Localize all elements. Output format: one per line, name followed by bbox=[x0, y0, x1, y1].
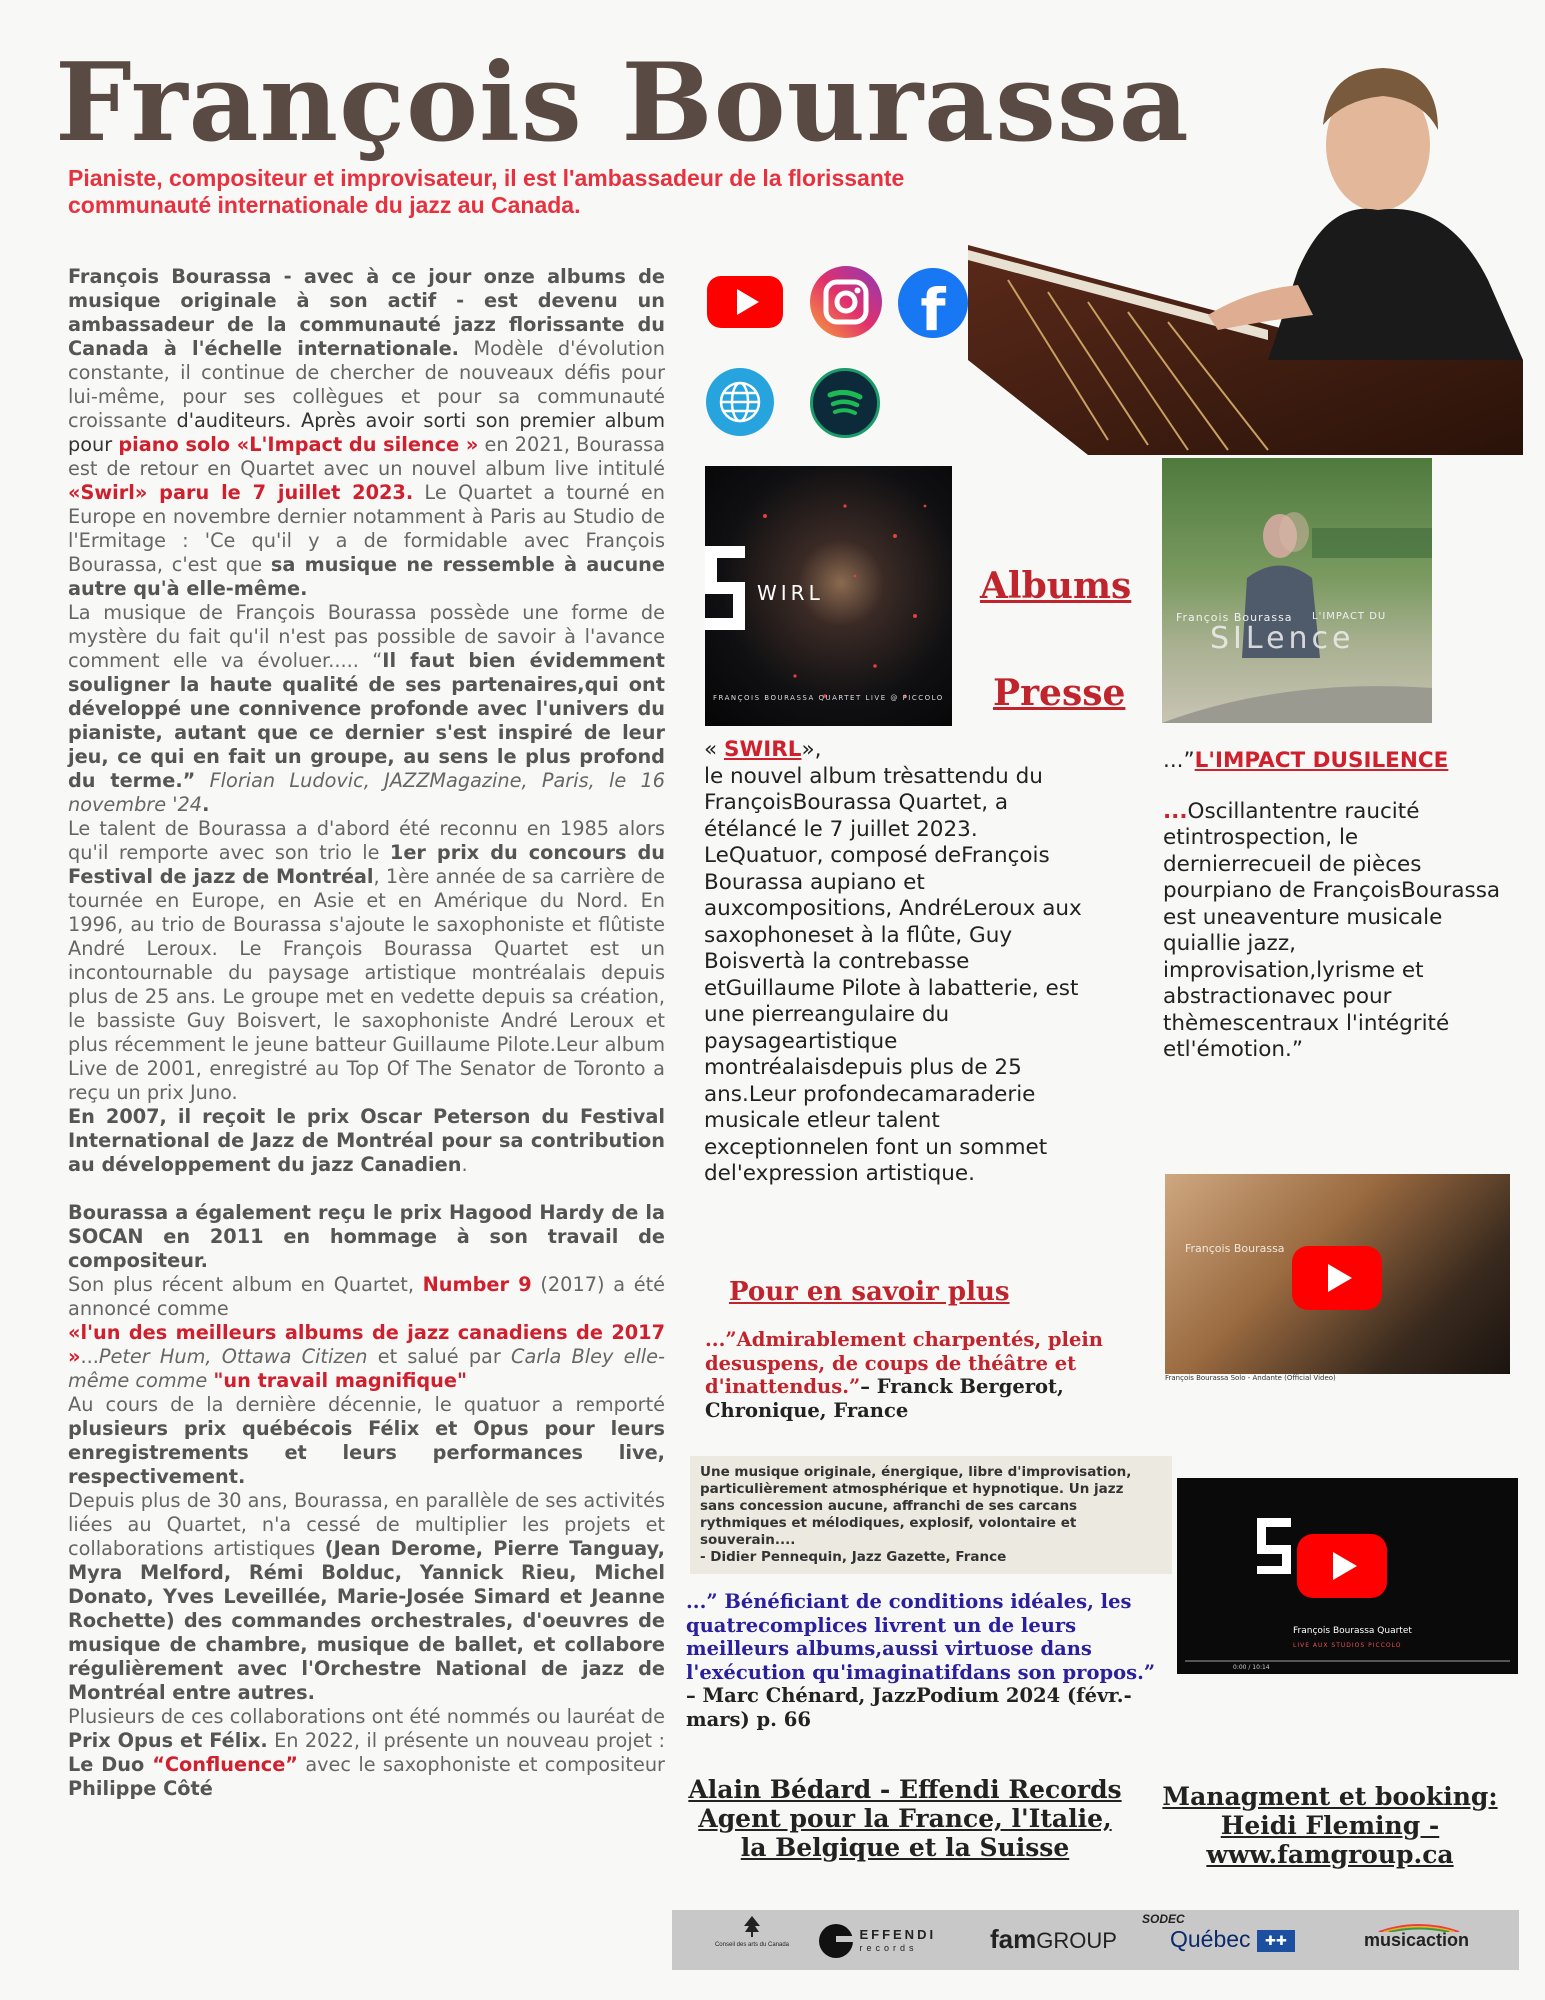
bio-text: et salué par bbox=[367, 1345, 511, 1368]
bio-bold: Prix Opus et Félix. bbox=[68, 1729, 268, 1752]
musicaction-logo bbox=[1364, 1930, 1469, 1951]
musicaction-text: musicaction bbox=[1364, 1930, 1470, 1950]
video-piccolo-label: François Bourassa Quartet bbox=[1293, 1626, 1412, 1636]
bio-text: (2017) a été annoncé comme bbox=[68, 1273, 666, 1320]
quote-chenard-text: ...” Bénéficiant de conditions idéales, les quatrecomplices livrent un de leurs meilleurs albums,aussi virtuose dans l'exécution qu'imaginatifdans son propos.” bbox=[686, 1590, 1156, 1684]
silence-album-cover[interactable] bbox=[1162, 458, 1432, 723]
silence-open: ...” bbox=[1163, 748, 1195, 773]
bio-text: ... bbox=[80, 1345, 99, 1368]
facebook-link[interactable] bbox=[898, 268, 968, 344]
swirl-link[interactable]: SWIRL bbox=[724, 737, 802, 762]
bio-text: Le Quartet a tourné en Europe en novembre dernier notamment à Paris au Studio de l'Ermitage : 'Ce qu'il y a de formidable avec François Bourassa, c'est que bbox=[68, 481, 665, 576]
effendi-text: EFFENDI bbox=[859, 1926, 937, 1942]
globe-icon bbox=[718, 380, 762, 424]
bio-paragraph bbox=[68, 601, 665, 817]
bio-italic: Carla Bley elle-même comme bbox=[68, 1345, 665, 1392]
silence-link[interactable]: L'IMPACT DUSILENCE bbox=[1194, 748, 1449, 773]
bio-text: d'auditeurs. Après avoir sorti son premier album pour bbox=[68, 409, 665, 456]
bio-paragraph bbox=[68, 1105, 665, 1177]
bio-highlight: «Swirl» paru le 7 juillet 2023. bbox=[68, 481, 414, 504]
bio-bold: (Jean Derome, Pierre Tanguay, Myra Melford, Rémi Bolduc, Yannick Rieu, Michel Donato, Yves Leveillée, Marie-Josée Simard et Jeanne Rochette) des commandes orchestrales, d'oeuvres de musique de chambre, musique de ballet, et collabore régulièrement avec l'Orchestre National de jazz de Montréal entre autres. bbox=[68, 1537, 665, 1704]
bio-text: . bbox=[202, 793, 210, 816]
video-andante-caption: François Bourassa Solo - Andante (Official Video) bbox=[1165, 1374, 1336, 1382]
fam-group-text: GROUP bbox=[1036, 1928, 1117, 1953]
silence-lead: ... bbox=[1163, 798, 1188, 824]
sponsor-logos bbox=[672, 1910, 1519, 1970]
bio-paragraph bbox=[68, 1321, 665, 1393]
silence-cover-title: L'IMPACT DU bbox=[1312, 611, 1387, 622]
silence-cover-word: SILence bbox=[1210, 621, 1355, 656]
bio-highlight: “Confluence” bbox=[152, 1753, 298, 1776]
bio-paragraph bbox=[68, 1273, 665, 1321]
swirl-body: le nouvel album trèsattendu du FrançoisBourassa Quartet, a étélancé le 7 juillet 2023. LeQuatuor, composé deFrançois Bourassa aupiano et auxcompositions, AndréLeroux aux saxophoneset à la flûte, Guy Boisvertà la contrebasse etGuillaume Pilote à labatterie, est une pierreangulaire du paysageartistique montréalaisdepuis plus de 25 ans.Leur profondecamaraderie musicale etleur talent exceptionnelen font un sommet del'expression artistique. bbox=[704, 763, 1082, 1186]
canada-council-logo bbox=[712, 1914, 792, 1949]
youtube-icon bbox=[705, 272, 785, 332]
bio-paragraph bbox=[68, 1393, 665, 1489]
fam-text: fam bbox=[990, 1924, 1037, 1954]
presse-link[interactable]: Presse bbox=[993, 672, 1126, 714]
swirl-close: », bbox=[801, 737, 822, 762]
effendi-logo bbox=[817, 1922, 936, 1960]
agent-effendi: Alain Bédard - Effendi Records Agent pour la France, l'Italie, la Belgique et la Suisse bbox=[688, 1775, 1122, 1862]
instagram-link[interactable] bbox=[810, 266, 882, 338]
bio-text: Modèle d'évolution constante, il continue de chercher de nouveaux défis pour lui-même, pour ses collègues et pour sa communauté croissante bbox=[68, 337, 665, 432]
spotify-icon bbox=[823, 381, 867, 425]
bio-bold: sa musique ne ressemble à aucune autre qu'à elle-même. bbox=[68, 553, 665, 600]
bio-bold: François Bourassa - avec à ce jour onze albums de musique originale à son actif - est devenu un ambassadeur de la communauté jazz florissante du Canada à l'échelle internationale. bbox=[68, 265, 665, 360]
bio-bold: Philippe Côté bbox=[68, 1777, 213, 1800]
pianist-photo bbox=[968, 30, 1523, 455]
swirl-cover-title: WIRL bbox=[757, 581, 824, 605]
quote-bergerot bbox=[705, 1328, 1130, 1422]
bio-highlight: Number 9 bbox=[422, 1273, 532, 1296]
bio-text: en 2021, Bourassa est de retour en Quartet avec un nouvel album live intitulé bbox=[68, 433, 666, 480]
bio-paragraph bbox=[68, 1705, 665, 1801]
bio-bold: Il faut bien évidemment souligner la haute qualité de ses partenaires,qui ont développé une connivence profonde avec l'univers du pianiste, autant que ce dernier s'est inspiré de leur jeu, ce qui en fait un groupe, au sens le plus profond du terme.” bbox=[68, 649, 665, 792]
bio-text: En 2022, il présente un nouveau projet : bbox=[267, 1729, 665, 1752]
quebec-text: Québec bbox=[1170, 1926, 1251, 1952]
bio-paragraph bbox=[68, 817, 665, 1105]
swirl-description bbox=[704, 737, 1099, 1188]
page-subtitle: Pianiste, compositeur et improvisateur, il est l'ambassadeur de la florissante communauté internationale du jazz au Canada. bbox=[68, 165, 905, 218]
bio-italic: Peter Hum, Ottawa Citizen bbox=[98, 1345, 368, 1368]
swirl-open: « bbox=[704, 737, 724, 762]
youtube-link[interactable] bbox=[705, 262, 785, 342]
quote-pennequin-text: Une musique originale, énergique, libre d'improvisation, particulièrement atmosphérique et hypnotique. Un jazz sans concession aucune, affranchi de ses carcans rythmiques et mélodiques, explosif, volontaire et souverain.... bbox=[700, 1464, 1132, 1548]
famgroup-logo bbox=[990, 1924, 1117, 1955]
bio-text: . bbox=[461, 1153, 468, 1176]
rainbow-icon bbox=[1374, 1922, 1464, 1932]
quote-bergerot-source: – Franck Bergerot, Chronique, France bbox=[705, 1375, 1064, 1422]
video-time: 0:00 / 10:14 bbox=[1233, 1664, 1270, 1671]
tree-icon bbox=[741, 1914, 763, 1938]
swirl-album-cover[interactable] bbox=[705, 466, 952, 726]
bio-bold: En 2007, il reçoit le prix Oscar Peterson du Festival International de Jazz de Montréal pour sa contribution au développement du jazz Canadien bbox=[68, 1105, 665, 1176]
sodec-text: SODEC bbox=[1142, 1912, 1185, 1926]
bio-paragraph bbox=[68, 265, 665, 601]
bio-text: , 1ère année de sa carrière de tournée en Europe, en Asie et en Amérique du Nord. En 1996, au trio de Bourassa s'ajoute le saxophoniste et flûtiste André Leroux. Le François Bourassa Quartet est un incontournable du paysage artistique montréalais depuis plus de 25 ans. Le groupe met en vedette depuis sa création, le bassiste Guy Boisvert, le saxophoniste André Leroux et plus récemment le jeune batteur Guillaume Pilote.Leur album Live de 2001, enregistré au Top Of The Senator de Toronto a reçu un prix Juno. bbox=[68, 865, 665, 1104]
bio-text: Depuis plus de 30 ans, Bourassa, en parallèle de ses activités liées au Quartet, n'a cessé de multiplier les projets et collaborations artistiques bbox=[68, 1489, 665, 1560]
silence-cover-artist: François Bourassa bbox=[1176, 611, 1293, 624]
instagram-icon bbox=[820, 276, 872, 328]
bio-paragraph bbox=[68, 1489, 665, 1705]
quote-bergerot-text: ...”Admirablement charpentés, plein desuspens, de coups de théâtre et d'inattendus.” bbox=[705, 1328, 1103, 1398]
swirl-cover-footer: FRANÇOIS BOURASSA QUARTET LIVE @ PICCOLO bbox=[713, 694, 944, 702]
effendi-mark-icon bbox=[817, 1922, 855, 1960]
albums-link[interactable]: Albums bbox=[980, 565, 1132, 607]
youtube-play-icon[interactable] bbox=[1292, 1246, 1382, 1310]
bio-italic: Florian Ludovic, JAZZMagazine, Paris, le 16 novembre '24 bbox=[68, 769, 665, 816]
facebook-icon: f bbox=[920, 276, 946, 344]
quote-pennequin-box bbox=[690, 1456, 1172, 1574]
sodec-quebec-logo bbox=[1142, 1912, 1295, 1953]
bio-bold: plusieurs prix québécois Félix et Opus pour leurs enregistrements et leurs performances live, respectivement. bbox=[68, 1417, 665, 1488]
canada-council-text: Conseil des arts du Canada bbox=[714, 1942, 790, 1948]
video-andante-label: François Bourassa bbox=[1185, 1242, 1285, 1255]
quote-pennequin-source: - Didier Pennequin, Jazz Gazette, France bbox=[700, 1549, 1007, 1565]
video-andante[interactable] bbox=[1165, 1174, 1510, 1374]
bio-paragraph bbox=[68, 1201, 665, 1273]
bio-bold: Le Duo bbox=[68, 1753, 153, 1776]
bio-highlight: «l'un des meilleurs albums de jazz canadiens de 2017 » bbox=[68, 1321, 665, 1368]
video-piccolo-sub: LIVE AUX STUDIOS PICCOLO bbox=[1293, 1642, 1402, 1649]
quebec-flag-icon: ✚✚ bbox=[1257, 1930, 1295, 1952]
quote-chenard-source: – Marc Chénard, JazzPodium 2024 (févr.-mars) p. 66 bbox=[686, 1684, 1132, 1731]
agent-famgroup: Managment et booking: Heidi Fleming - www.famgroup.ca bbox=[1162, 1782, 1498, 1869]
bio-highlight: piano solo «L'Impact du silence » bbox=[118, 433, 479, 456]
silence-body: Oscillantentre raucité etintrospection, le dernierrecueil de pièces pourpiano de FrançoisBourassa est uneaventure musicale quiallie jazz, improvisation,lyrisme et abstractionavec pour thèmescentraux l'intégrité etl'émotion.” bbox=[1163, 798, 1501, 1062]
website-link[interactable] bbox=[706, 368, 774, 436]
quote-chenard bbox=[686, 1590, 1176, 1731]
page-title: François Bourassa bbox=[55, 40, 1190, 166]
learn-more-link[interactable]: Pour en savoir plus bbox=[729, 1277, 1010, 1307]
spotify-link[interactable] bbox=[810, 368, 880, 438]
bio-text: Le talent de Bourassa a d'abord été reconnu en 1985 alors qu'il remporte avec son trio le bbox=[68, 817, 665, 864]
video-piccolo[interactable] bbox=[1177, 1478, 1518, 1674]
bio-highlight: "un travail magnifique" bbox=[213, 1369, 468, 1392]
silence-description bbox=[1163, 748, 1503, 1064]
bio-text: Son plus récent album en Quartet, bbox=[68, 1273, 423, 1296]
youtube-play-icon[interactable] bbox=[1297, 1534, 1387, 1600]
bio-text: Au cours de la dernière décennie, le quatuor a remporté bbox=[68, 1393, 665, 1416]
bio-text: Plusieurs de ces collaborations ont été nommés ou lauréat de bbox=[68, 1705, 665, 1728]
bio-bold: 1er prix du concours du Festival de jazz de Montréal bbox=[68, 841, 665, 888]
effendi-sub-text: records bbox=[859, 1942, 918, 1953]
biography bbox=[68, 265, 665, 1801]
video-progress-bar[interactable] bbox=[1185, 1660, 1510, 1662]
bio-text: La musique de François Bourassa possède une forme de mystère du fait qu'il n'est pas possible de savoir à l'avance comment elle va évoluer..... “ bbox=[68, 601, 665, 672]
bio-bold: Bourassa a également reçu le prix Hagood Hardy de la SOCAN en 2011 en hommage à son travail de compositeur. bbox=[68, 1201, 665, 1272]
bio-text: avec le saxophoniste et compositeur bbox=[297, 1753, 665, 1776]
